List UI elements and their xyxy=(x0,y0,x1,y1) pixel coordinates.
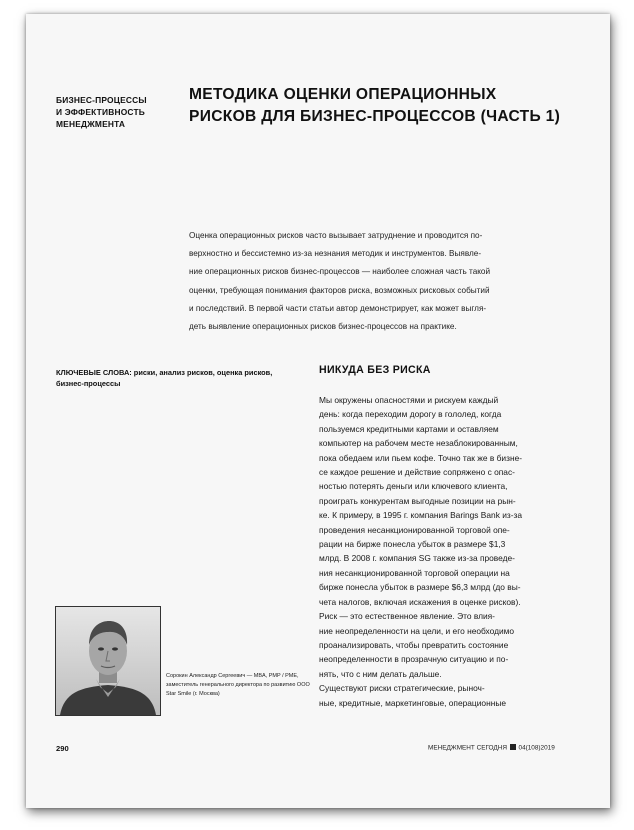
body-line: проиграть конкурентам выгодные позиции на рын- xyxy=(319,495,516,506)
caption-line: Star Smile (г. Москва) xyxy=(166,691,220,698)
article-title xyxy=(189,84,569,128)
article-lead xyxy=(189,227,579,336)
body-line: Риск — это естественное явление. Это влия- xyxy=(319,611,495,622)
keywords-line: бизнес-процессы xyxy=(56,379,121,388)
section-rubric xyxy=(56,94,176,130)
body-line: ние неопределенности на цели, и его необходимо xyxy=(319,625,515,636)
body-line: нять, что с ним делать дальше. xyxy=(319,668,442,679)
body-line: проанализировать, чтобы превратить состояние xyxy=(319,639,509,650)
body-line: ния несанкционированной торговой операции на xyxy=(319,567,510,578)
body-line: рации на бирже понесла убыток в размере $1,3 xyxy=(319,539,506,550)
body-line: пользуемся кредитными картами и оставляем xyxy=(319,423,499,434)
section-heading: НИКУДА БЕЗ РИСКА xyxy=(319,364,431,376)
keywords xyxy=(56,367,306,389)
page-number: 290 xyxy=(56,744,69,753)
title-line: МЕТОДИКА ОЦЕНКИ ОПЕРАЦИОННЫХ xyxy=(189,86,497,103)
body-line: чета налогов, включая искажения в оценке рисков). xyxy=(319,596,521,607)
rubric-line: МЕНЕДЖМЕНТА xyxy=(56,119,126,129)
lead-line: ние операционных рисков бизнес-процессов — наиболее сложная часть такой xyxy=(189,267,491,277)
body-line: день: когда переходим дорогу в гололед, когда xyxy=(319,409,502,420)
author-photo xyxy=(55,606,161,716)
body-line: Существуют риски стратегические, рыноч- xyxy=(319,683,485,694)
body-line: проведения несанкционированной торговой опе- xyxy=(319,524,510,535)
author-portrait-image xyxy=(56,607,160,715)
rubric-line: И ЭФФЕКТИВНОСТЬ xyxy=(56,107,146,117)
body-line: неопределенности в прозрачную ситуацию и по- xyxy=(319,654,509,665)
body-line: бирже понесла убыток в размере $6,3 млрд (до вы- xyxy=(319,582,521,593)
square-separator-icon xyxy=(510,744,516,750)
author-caption xyxy=(166,672,316,700)
journal-name: МЕНЕДЖМЕНТ СЕГОДНЯ xyxy=(428,744,507,752)
lead-line: Оценка операционных рисков часто вызывает затруднение и проводится по- xyxy=(189,231,483,240)
body-line: ные, кредитные, маркетинговые, операционные xyxy=(319,697,506,708)
caption-line: Сорокин Александр Сергеевич — MBA, PMP / PME, xyxy=(166,673,299,679)
lead-line: и последствий. В первой части статьи автор демонстрирует, как может выгля- xyxy=(189,303,487,313)
journal-footer xyxy=(428,744,555,752)
body-line: Мы окружены опасностями и рискуем каждый xyxy=(319,395,499,405)
title-line: РИСКОВ ДЛЯ БИЗНЕС-ПРОЦЕССОВ (ЧАСТЬ 1) xyxy=(189,108,561,125)
body-line: ностью потерять деньги или ключевого клиента, xyxy=(319,481,508,492)
body-line: се каждое решение и действие сопряжено с опас- xyxy=(319,467,515,478)
body-line: компьютер на рабочем месте незаблокированным, xyxy=(319,438,518,449)
lead-line: оценки, требующая понимания факторов риска, возможных рисковых событий xyxy=(189,285,490,295)
body-line: пока обедаем или пьем кофе. Точно так же в бизне- xyxy=(319,452,523,463)
lead-line: деть выявление операционных рисков бизнес-процессов на практике. xyxy=(189,322,457,332)
caption-line: заместитель генерального директора по развитию ООО xyxy=(166,682,310,689)
keywords-line: КЛЮЧЕВЫЕ СЛОВА: риски, анализ рисков, оценка рисков, xyxy=(56,368,273,377)
body-line: млрд. В 2008 г. компания SG также из-за проведе- xyxy=(319,553,515,564)
article-body xyxy=(319,393,579,710)
body-line: ке. К примеру, в 1995 г. компания Barings Bank из-за xyxy=(319,510,523,521)
lead-line: верхностно и бессистемно из-за незнания методик и инструментов. Выявле- xyxy=(189,249,482,259)
journal-issue: 04(108)2019 xyxy=(518,744,555,752)
rubric-line: БИЗНЕС-ПРОЦЕССЫ xyxy=(56,95,147,105)
